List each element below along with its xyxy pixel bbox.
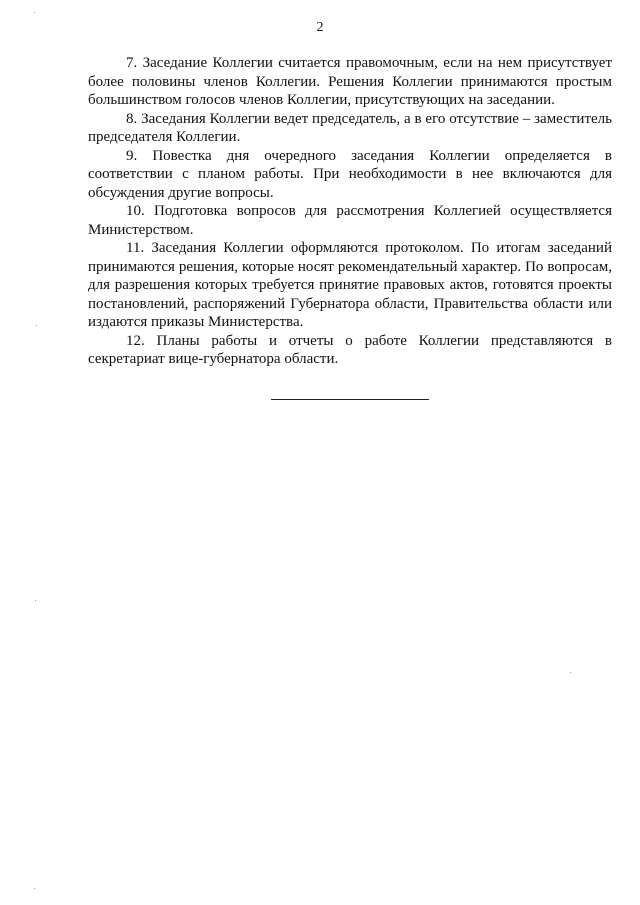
scan-speck: [34, 888, 35, 889]
paragraph-item-9: 9. Повестка дня очередного заседания Коллегии определяется в соответствии с планом работы. При необходимости в нее включаются для обсуждения другие вопросы.: [88, 147, 612, 201]
end-separator-line: [271, 399, 429, 400]
scan-speck: [35, 600, 36, 601]
paragraph-item-7: 7. Заседание Коллегии считается правомочным, если на нем присутствует более половины членов Коллегии. Решения Коллегии принимаются простым большинством голосов членов Коллегии, присутствующих на заседании.: [88, 55, 612, 108]
scan-speck: [570, 672, 571, 673]
paragraph-item-10: 10. Подготовка вопросов для рассмотрения Коллегией осуществляется Министерством.: [88, 203, 612, 238]
document-body: [88, 54, 612, 369]
paragraph-item-8: 8. Заседания Коллегии ведет председатель, а в его отсутствие – заместитель председателя Коллегии.: [88, 110, 612, 145]
scan-speck: [34, 12, 35, 13]
paragraph-item-12: 12. Планы работы и отчеты о работе Коллегии представляются в секретариат вице-губернатора области.: [88, 332, 612, 367]
page-number: 2: [316, 20, 324, 35]
scan-speck: [36, 325, 37, 326]
paragraph-item-11: 11. Заседания Коллегии оформляются протоколом. По итогам заседаний принимаются решения, которые носят рекомендательный характер. По вопросам, для разрешения которых требуется принятие правовых актов, готовятся проекты постановлений, распоряжений Губернатора области, Правительства области или издаются приказы Министерства.: [88, 240, 612, 330]
